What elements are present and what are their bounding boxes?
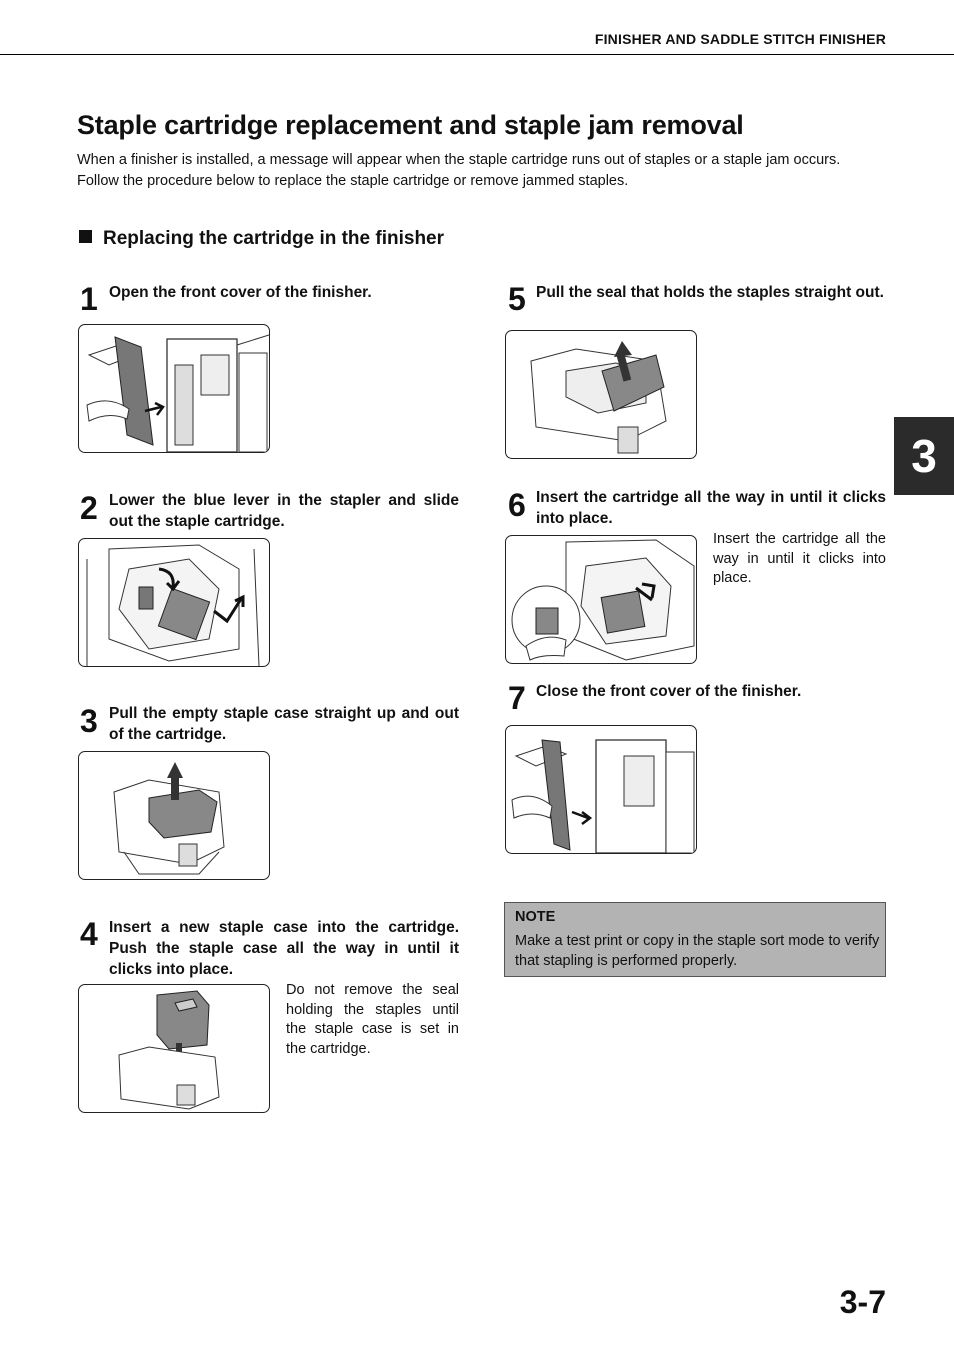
section-heading: [79, 228, 444, 250]
step-6-illustration: [505, 535, 697, 664]
step-4-number: 4: [80, 916, 98, 952]
note-title: NOTE: [515, 909, 556, 925]
finisher-close-cover-icon: [506, 726, 696, 853]
step-2-illustration: [78, 538, 270, 667]
step-5-illustration: [505, 330, 697, 459]
header-rule: [0, 54, 954, 55]
staple-case-insert-icon: [79, 985, 269, 1112]
step-3-illustration: [78, 751, 270, 880]
stapler-lever-icon: [79, 539, 269, 666]
step-6-text: Insert the cartridge all the way in until it clicks into place.: [536, 489, 886, 527]
step-5-text: Pull the seal that holds the staples straight out.: [536, 284, 884, 301]
intro-paragraph-1: When a finisher is installed, a message will appear when the staple cartridge runs out of staples or a staple jam occurs.: [77, 152, 841, 168]
step-4-text: Insert a new staple case into the cartridge. Push the staple case all the way in until it clicks into place.: [109, 919, 459, 978]
step-7-illustration: [505, 725, 697, 854]
step-2-text: Lower the blue lever in the stapler and slide out the staple cartridge.: [109, 492, 459, 530]
step-6-note: Insert the cartridge all the way in until it clicks into place.: [713, 531, 886, 586]
finisher-open-cover-icon: [79, 325, 269, 452]
step-1-text: Open the front cover of the finisher.: [109, 284, 372, 301]
step-7-number: 7: [508, 680, 526, 716]
step-3-text: Pull the empty staple case straight up and out of the cartridge.: [109, 705, 459, 743]
intro-text: [77, 150, 886, 192]
staple-case-remove-icon: [79, 752, 269, 879]
step-6-number: 6: [508, 487, 526, 523]
note-body: Make a test print or copy in the staple sort mode to verify that stapling is performed properly.: [515, 933, 880, 969]
step-4-note: Do not remove the seal holding the staples until the staple case is set in the cartridge.: [286, 982, 459, 1057]
staple-seal-pull-icon: [506, 331, 696, 458]
note-box: [504, 902, 886, 977]
cartridge-insert-icon: [506, 536, 696, 663]
step-4-illustration: [78, 984, 270, 1113]
step-2-number: 2: [80, 490, 98, 526]
bullet-square-icon: [79, 230, 92, 243]
chapter-tab: 3: [894, 417, 954, 495]
page-title: Staple cartridge replacement and staple jam removal: [77, 110, 744, 140]
page-number: 3-7: [839, 1284, 886, 1320]
step-5-number: 5: [508, 281, 526, 317]
section-heading-text: Replacing the cartridge in the finisher: [103, 228, 445, 249]
step-7-text: Close the front cover of the finisher.: [536, 683, 802, 700]
step-1-number: 1: [80, 281, 98, 317]
step-1-illustration: [78, 324, 270, 453]
step-3-number: 3: [80, 703, 98, 739]
intro-paragraph-2: Follow the procedure below to replace the staple cartridge or remove jammed staples.: [77, 173, 629, 189]
running-header: FINISHER AND SADDLE STITCH FINISHER: [594, 31, 886, 47]
